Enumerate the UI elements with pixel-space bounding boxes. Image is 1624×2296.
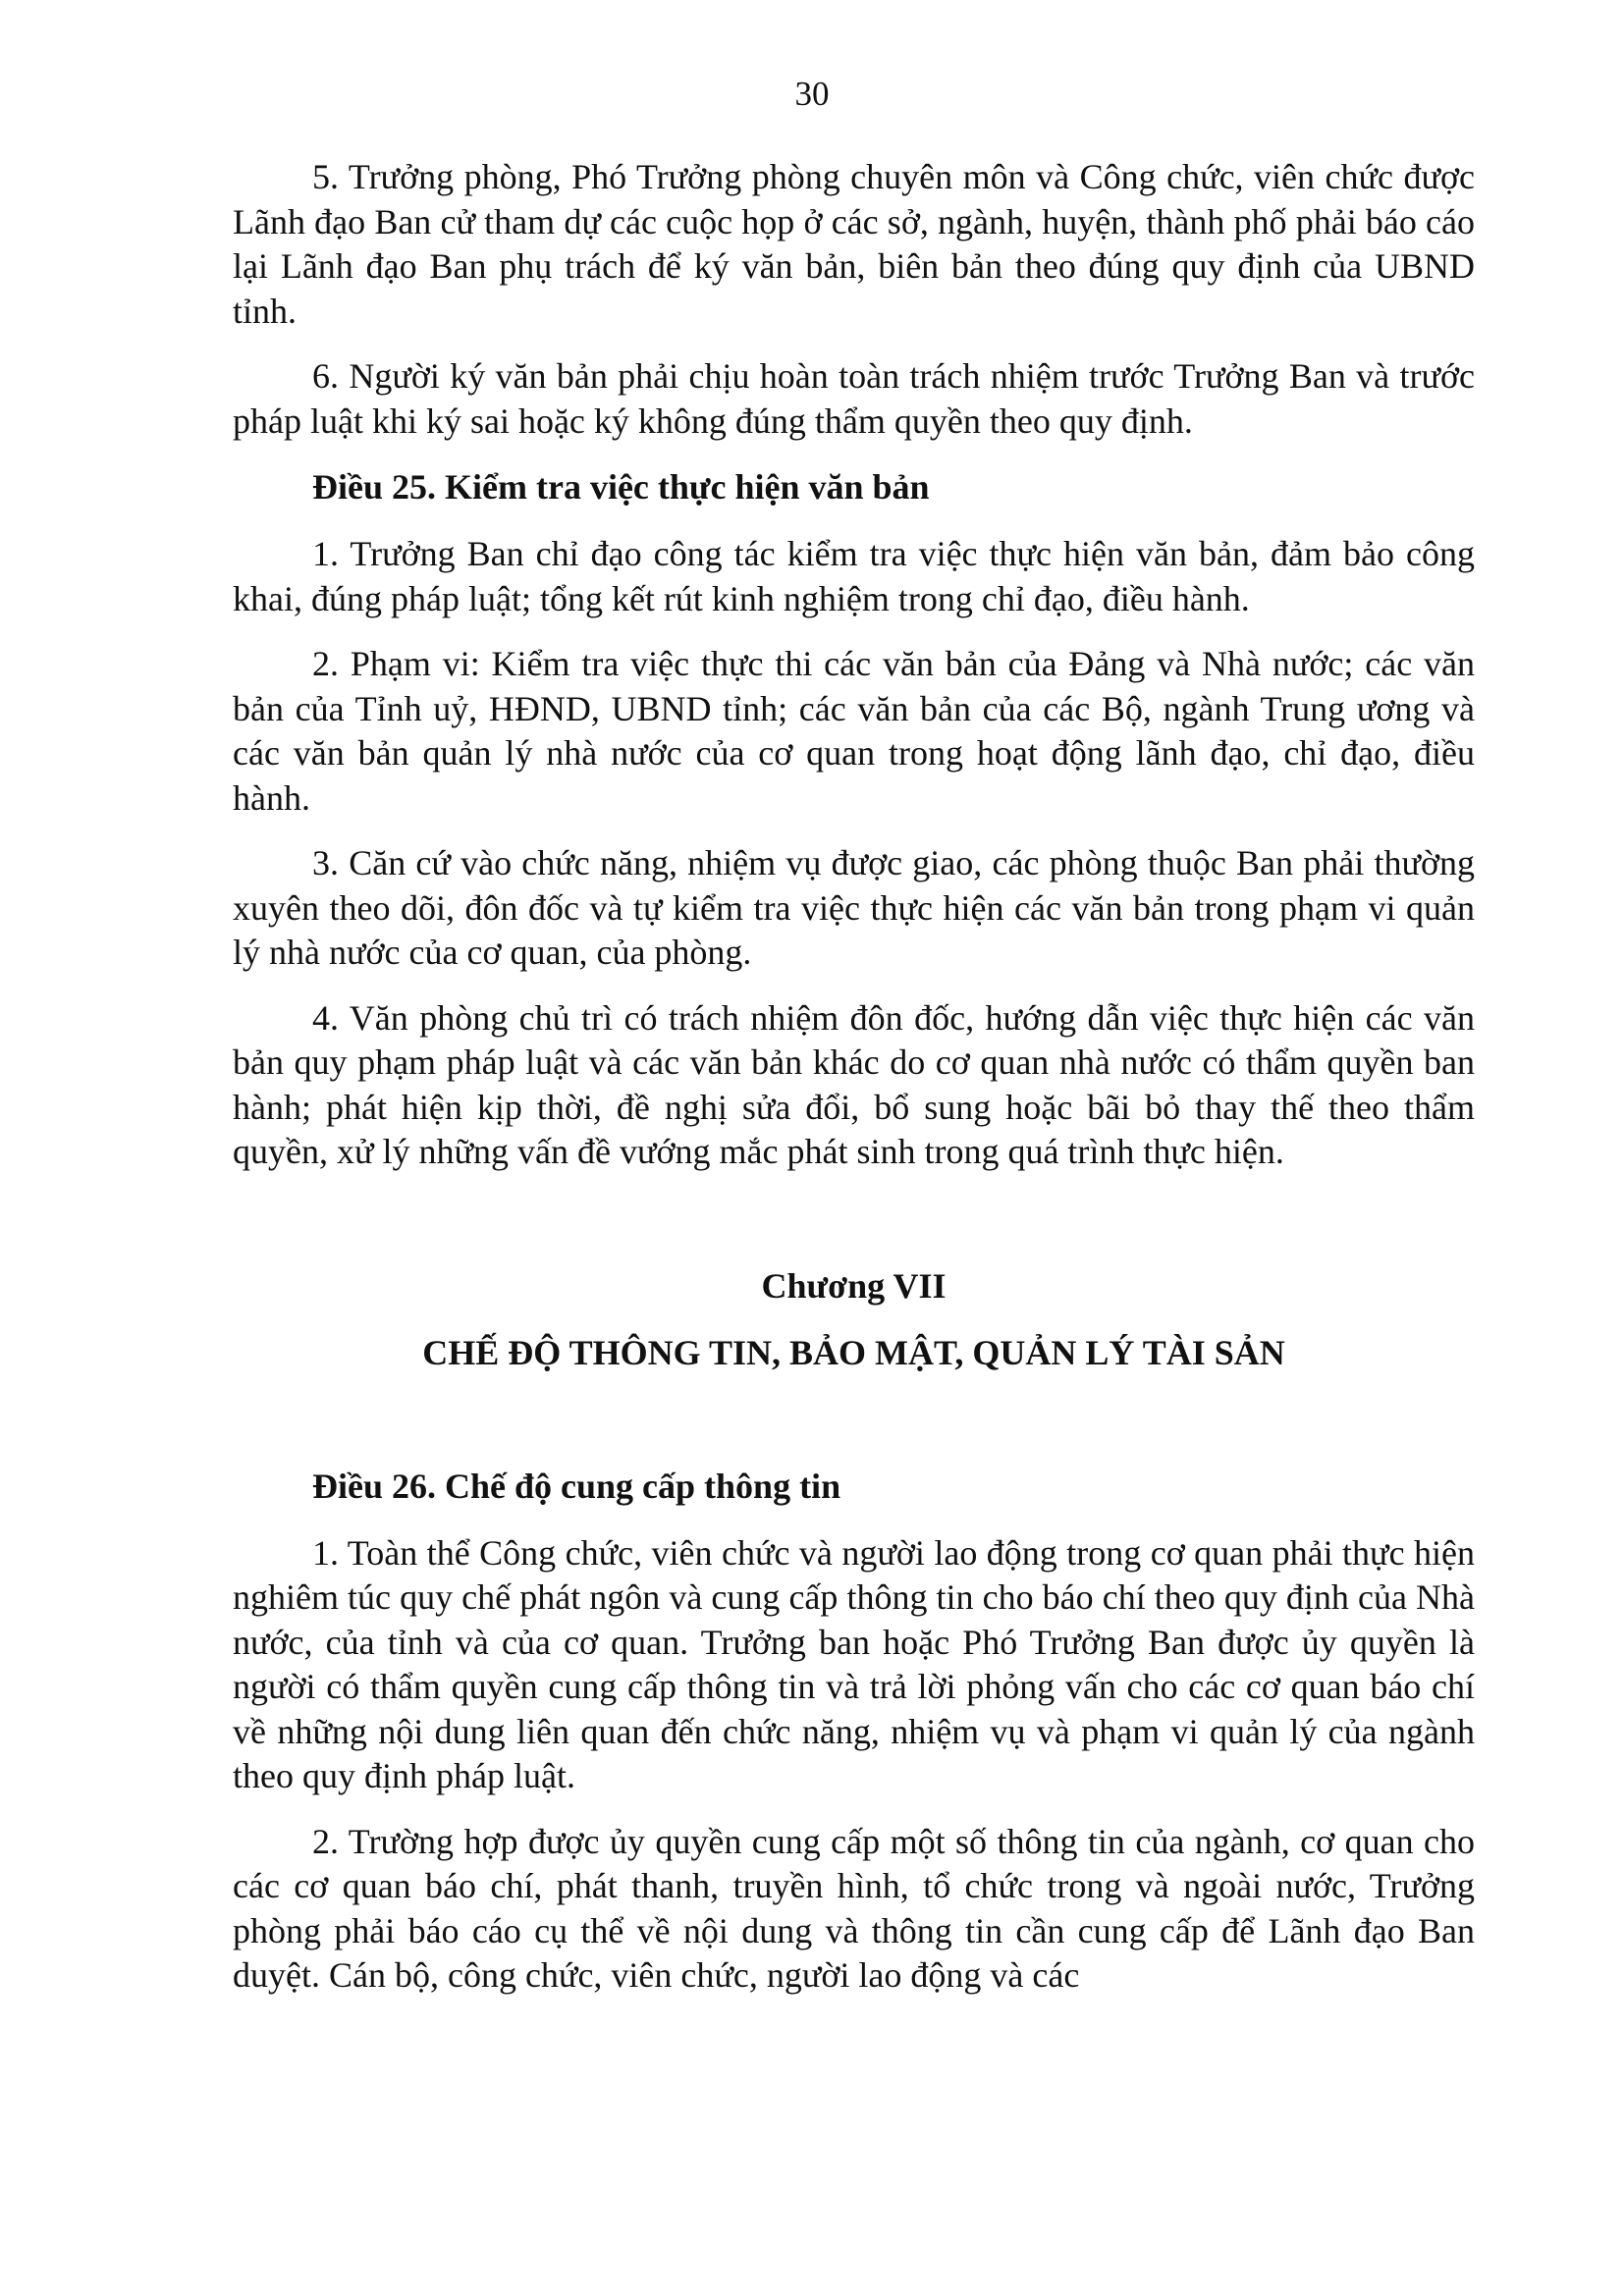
paragraph-article-25-clause-2: 2. Phạm vi: Kiểm tra việc thực thi các văn bản của Đảng và Nhà nước; các văn bản của Tỉnh uỷ, HĐND, UBND tỉnh; các văn bản của các Bộ, ngành Trung ương và các văn bản quản lý nhà nước của cơ quan trong hoạt động lãnh đạo, chỉ đạo, điều hành. [233, 644, 1475, 818]
paragraph-clause-6: 6. Người ký văn bản phải chịu hoàn toàn trách nhiệm trước Trưởng Ban và trước pháp luật khi ký sai hoặc ký không đúng thẩm quyền theo quy định. [233, 356, 1475, 441]
paragraph-article-25-clause-3: 3. Căn cứ vào chức năng, nhiệm vụ được giao, các phòng thuộc Ban phải thường xuyên theo dõi, đôn đốc và tự kiểm tra việc thực hiện các văn bản trong phạm vi quản lý nhà nước của cơ quan, của phòng. [233, 843, 1475, 972]
paragraph-article-26-clause-2: 2. Trường hợp được ủy quyền cung cấp một số thông tin của ngành, cơ quan cho các cơ quan báo chí, phát thanh, truyền hình, tổ chức trong và ngoài nước, Trưởng phòng phải báo cáo cụ thể về nội dung và thông tin cần cung cấp để Lãnh đạo Ban duyệt. Cán bộ, công chức, viên chức, người lao động và các [233, 1821, 1475, 1995]
chapter-title: CHẾ ĐỘ THÔNG TIN, BẢO MẬT, QUẢN LÝ TÀI SẢN [422, 1332, 1285, 1372]
page-number: 30 [794, 75, 830, 113]
paragraph-article-26-clause-1: 1. Toàn thể Công chức, viên chức và người lao động trong cơ quan phải thực hiện nghiêm túc quy chế phát ngôn và cung cấp thông tin cho báo chí theo quy định của Nhà nước, của tỉnh và của cơ quan. Trưởng ban hoặc Phó Trưởng Ban được ủy quyền là người có thẩm quyền cung cấp thông tin và trả lời phỏng vấn cho các cơ quan báo chí về những nội dung liên quan đến chức năng, nhiệm vụ và phạm vi quản lý của ngành theo quy định pháp luật. [233, 1532, 1475, 1795]
paragraph-clause-5: 5. Trưởng phòng, Phó Trưởng phòng chuyên môn và Công chức, viên chức được Lãnh đạo Ban cử tham dự các cuộc họp ở các sở, ngành, huyện, thành phố phải báo cáo lại Lãnh đạo Ban phụ trách để ký văn bản, biên bản theo đúng quy định của UBND tỉnh. [233, 157, 1475, 331]
chapter-number: Chương VII [761, 1265, 947, 1306]
article-26-heading: Điều 26. Chế độ cung cấp thông tin [312, 1466, 841, 1506]
paragraph-article-25-clause-1: 1. Trưởng Ban chỉ đạo công tác kiểm tra việc thực hiện văn bản, đảm bảo công khai, đúng pháp luật; tổng kết rút kinh nghiệm trong chỉ đạo, điều hành. [233, 534, 1475, 618]
article-25-heading: Điều 25. Kiểm tra việc thực hiện văn bản [312, 467, 930, 507]
paragraph-article-25-clause-4: 4. Văn phòng chủ trì có trách nhiệm đôn đốc, hướng dẫn việc thực hiện các văn bản quy phạm pháp luật và các văn bản khác do cơ quan nhà nước có thẩm quyền ban hành; phát hiện kịp thời, đề nghị sửa đổi, bổ sung hoặc bãi bỏ thay thế theo thẩm quyền, xử lý những vấn đề vướng mắc phát sinh trong quá trình thực hiện. [233, 997, 1475, 1171]
document-body [233, 155, 1475, 2019]
chapter-heading [233, 1263, 1475, 1375]
